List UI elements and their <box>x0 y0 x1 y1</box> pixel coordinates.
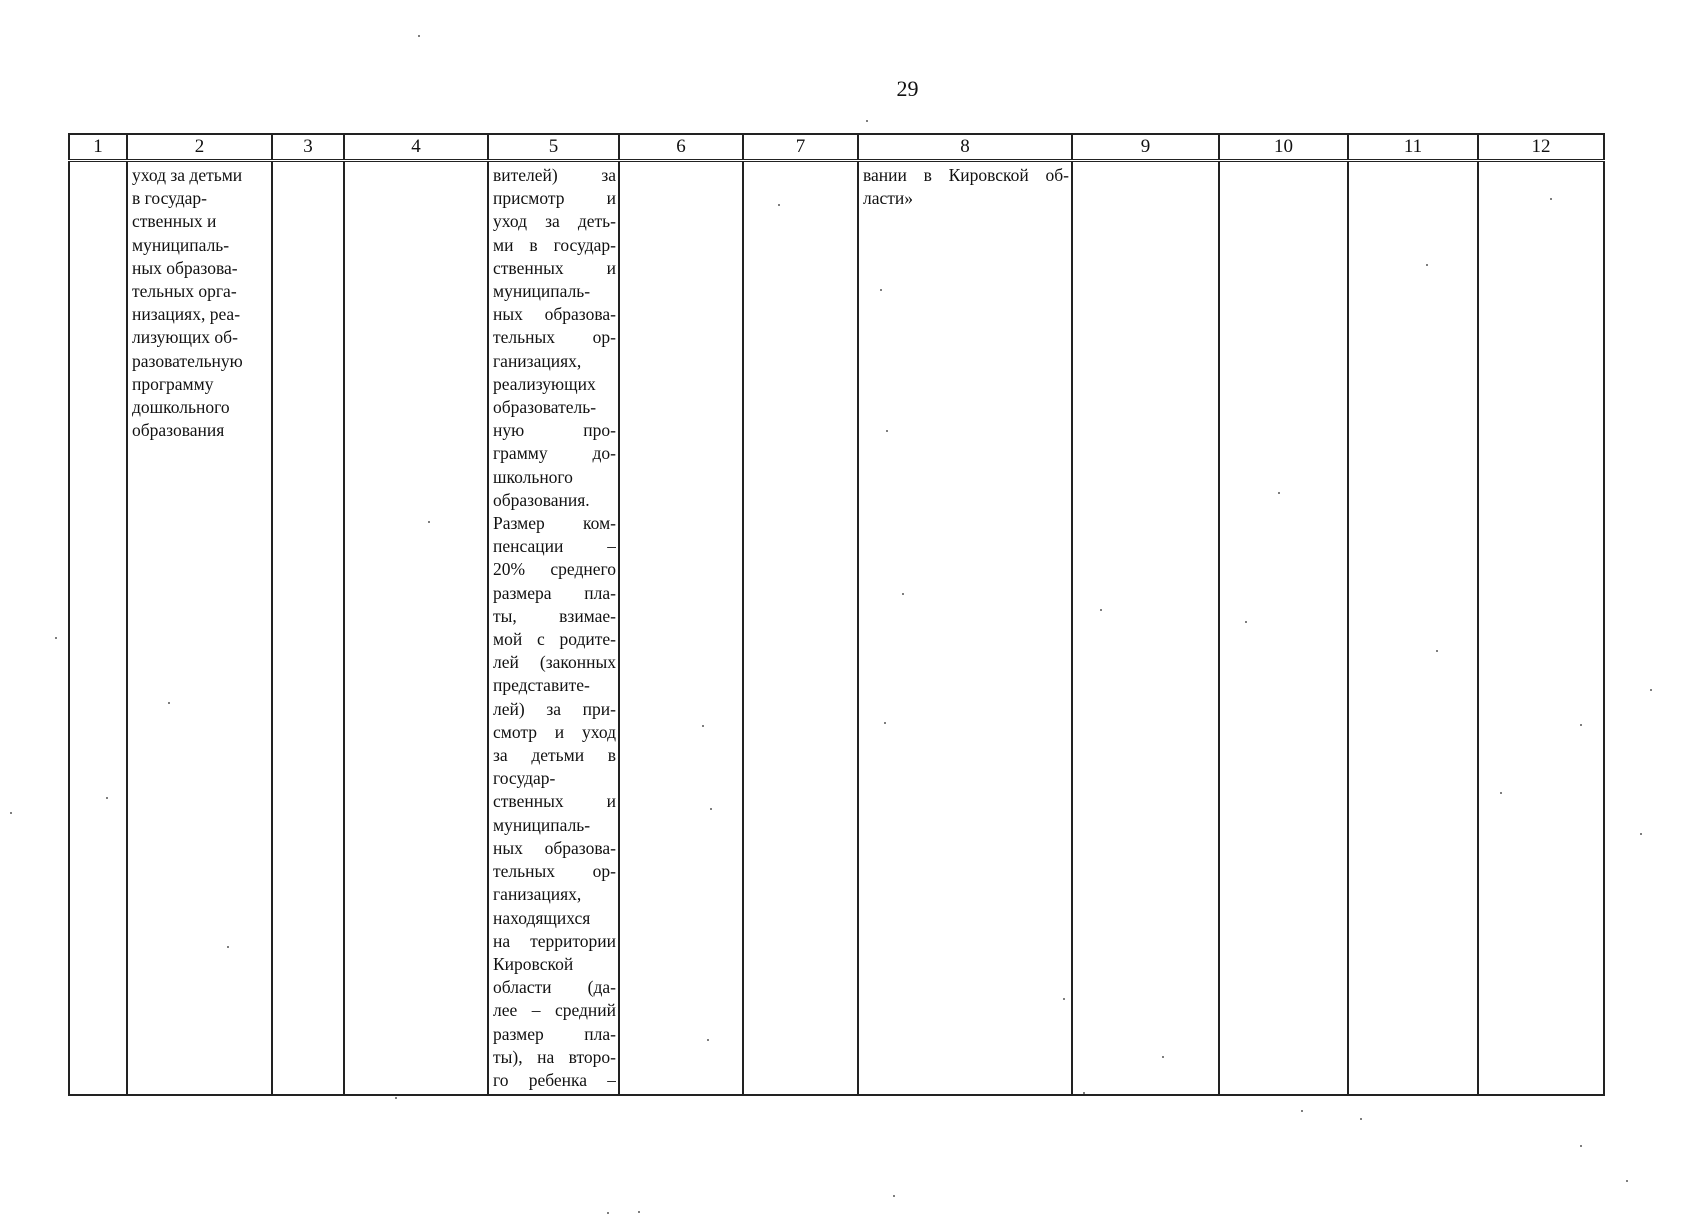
text-line: тельных орга- <box>132 281 237 302</box>
text-line: в государ- <box>132 188 207 209</box>
text-line: лей (законных <box>493 652 616 673</box>
scan-speck <box>1550 198 1552 200</box>
scan-speck <box>418 35 420 37</box>
text-line: ственных и <box>493 791 616 812</box>
scan-speck <box>428 521 430 523</box>
text-line: области (да- <box>493 977 616 998</box>
column-header: 11 <box>1348 134 1478 161</box>
scan-speck <box>702 725 704 727</box>
text-line: грамму до- <box>493 443 616 464</box>
text-line: разовательную <box>132 350 243 371</box>
scan-speck <box>1580 1145 1582 1147</box>
text-line: образователь- <box>493 397 597 418</box>
text-line: муниципаль- <box>493 814 591 835</box>
text-line: тельных ор- <box>493 861 616 882</box>
text-line: тельных ор- <box>493 327 616 348</box>
scan-speck <box>1063 998 1065 1000</box>
cell-col-7 <box>743 161 858 1096</box>
scan-speck <box>10 812 12 814</box>
scan-speck <box>1162 1056 1164 1058</box>
cell-col-4 <box>344 161 488 1096</box>
text-line: присмотр и <box>493 188 616 209</box>
text-line: Кировской <box>493 953 574 974</box>
text-line: размера пла- <box>493 582 616 603</box>
column-header: 6 <box>619 134 743 161</box>
text-line: ганизациях, <box>493 884 582 905</box>
cell-col-2 <box>127 161 272 1096</box>
text-line: вании в Кировской об- <box>863 165 1069 185</box>
scan-speck <box>893 1195 895 1197</box>
scan-speck <box>106 797 108 799</box>
scan-speck <box>1100 609 1102 611</box>
text-line: за детьми в <box>493 745 616 766</box>
regulation-table <box>68 133 1605 1096</box>
scan-speck <box>1083 1092 1085 1094</box>
text-line: реализующих <box>493 373 596 394</box>
cell-col-1 <box>69 161 127 1096</box>
text-line: лизующих об- <box>132 327 238 348</box>
scan-speck <box>880 289 882 291</box>
scan-speck <box>1245 621 1247 623</box>
text-line: ственных и <box>132 211 217 232</box>
text-line: 20% среднего <box>493 559 616 580</box>
text-line: образования. <box>493 489 590 510</box>
text-line: ных образова- <box>493 304 616 325</box>
scan-speck <box>55 637 57 639</box>
cell-col-12 <box>1478 161 1604 1096</box>
scan-speck <box>227 946 229 948</box>
scan-speck <box>778 204 780 206</box>
column-header: 9 <box>1072 134 1219 161</box>
text-line: ты), на второ- <box>493 1046 616 1067</box>
scan-speck <box>1278 492 1280 494</box>
text-line: ты, взимае- <box>493 605 616 626</box>
column-header: 1 <box>69 134 127 161</box>
col8-text <box>859 162 1071 210</box>
cell-col-11 <box>1348 161 1478 1096</box>
column-header: 7 <box>743 134 858 161</box>
table-row <box>69 161 1604 1096</box>
text-line: мой с родите- <box>493 629 616 650</box>
col2-text <box>128 162 271 442</box>
cell-col-8 <box>858 161 1072 1096</box>
scan-speck <box>638 1211 640 1213</box>
scan-speck <box>1301 1110 1303 1112</box>
text-line: размер пла- <box>493 1023 616 1044</box>
text-line: лее – средний <box>493 1000 616 1021</box>
text-line: ласти» <box>863 188 914 209</box>
scan-speck <box>866 120 868 122</box>
text-line: образования <box>132 420 225 441</box>
text-line: государ- <box>493 768 556 789</box>
text-line: уход за деть- <box>493 211 616 232</box>
scan-speck <box>1500 792 1502 794</box>
column-header: 3 <box>272 134 344 161</box>
text-line: лей) за при- <box>493 698 616 719</box>
column-header: 8 <box>858 134 1072 161</box>
text-line: находящихся <box>493 907 591 928</box>
scan-speck <box>1626 1180 1628 1182</box>
text-line: ных образова- <box>132 257 238 278</box>
text-line: программу <box>132 373 214 394</box>
column-header: 10 <box>1219 134 1348 161</box>
page-number: 29 <box>896 76 919 101</box>
text-line: ми в государ- <box>493 234 616 255</box>
column-header: 12 <box>1478 134 1604 161</box>
text-line: пенсации – <box>493 536 616 557</box>
text-line: вителей) за <box>493 165 616 185</box>
scan-speck <box>1580 724 1582 726</box>
text-line: ных образова- <box>493 837 616 858</box>
scan-speck <box>710 808 712 810</box>
scan-speck <box>168 702 170 704</box>
column-header: 2 <box>127 134 272 161</box>
scan-speck <box>884 722 886 724</box>
text-line: ственных и <box>493 257 616 278</box>
column-header: 4 <box>344 134 488 161</box>
text-line: низациях, реа- <box>132 304 241 325</box>
text-line: дошкольного <box>132 397 230 418</box>
text-line: го ребенка – <box>493 1069 616 1090</box>
column-number-row <box>69 134 1604 161</box>
text-line: ганизациях, <box>493 350 582 371</box>
scan-speck <box>395 1097 397 1099</box>
text-line: на территории <box>493 930 616 951</box>
scan-speck <box>1650 689 1652 691</box>
scan-speck <box>1436 650 1438 652</box>
text-line: представите- <box>493 675 590 696</box>
scan-speck <box>1640 833 1642 835</box>
scan-speck <box>902 593 904 595</box>
scan-speck <box>1426 264 1428 266</box>
scan-speck <box>886 430 888 432</box>
text-line: уход за детьми <box>132 165 243 185</box>
col5-text <box>489 162 618 1092</box>
scan-speck <box>1360 1118 1362 1120</box>
text-line: муниципаль- <box>132 234 230 255</box>
cell-col-6 <box>619 161 743 1096</box>
text-line: муниципаль- <box>493 281 591 302</box>
cell-col-10 <box>1219 161 1348 1096</box>
text-line: ную про- <box>493 420 616 441</box>
text-line: Размер ком- <box>493 513 616 534</box>
column-header: 5 <box>488 134 619 161</box>
cell-col-9 <box>1072 161 1219 1096</box>
text-line: школьного <box>493 466 573 487</box>
scan-speck <box>707 1039 709 1041</box>
cell-col-5 <box>488 161 619 1096</box>
text-line: смотр и уход <box>493 721 616 742</box>
cell-col-3 <box>272 161 344 1096</box>
